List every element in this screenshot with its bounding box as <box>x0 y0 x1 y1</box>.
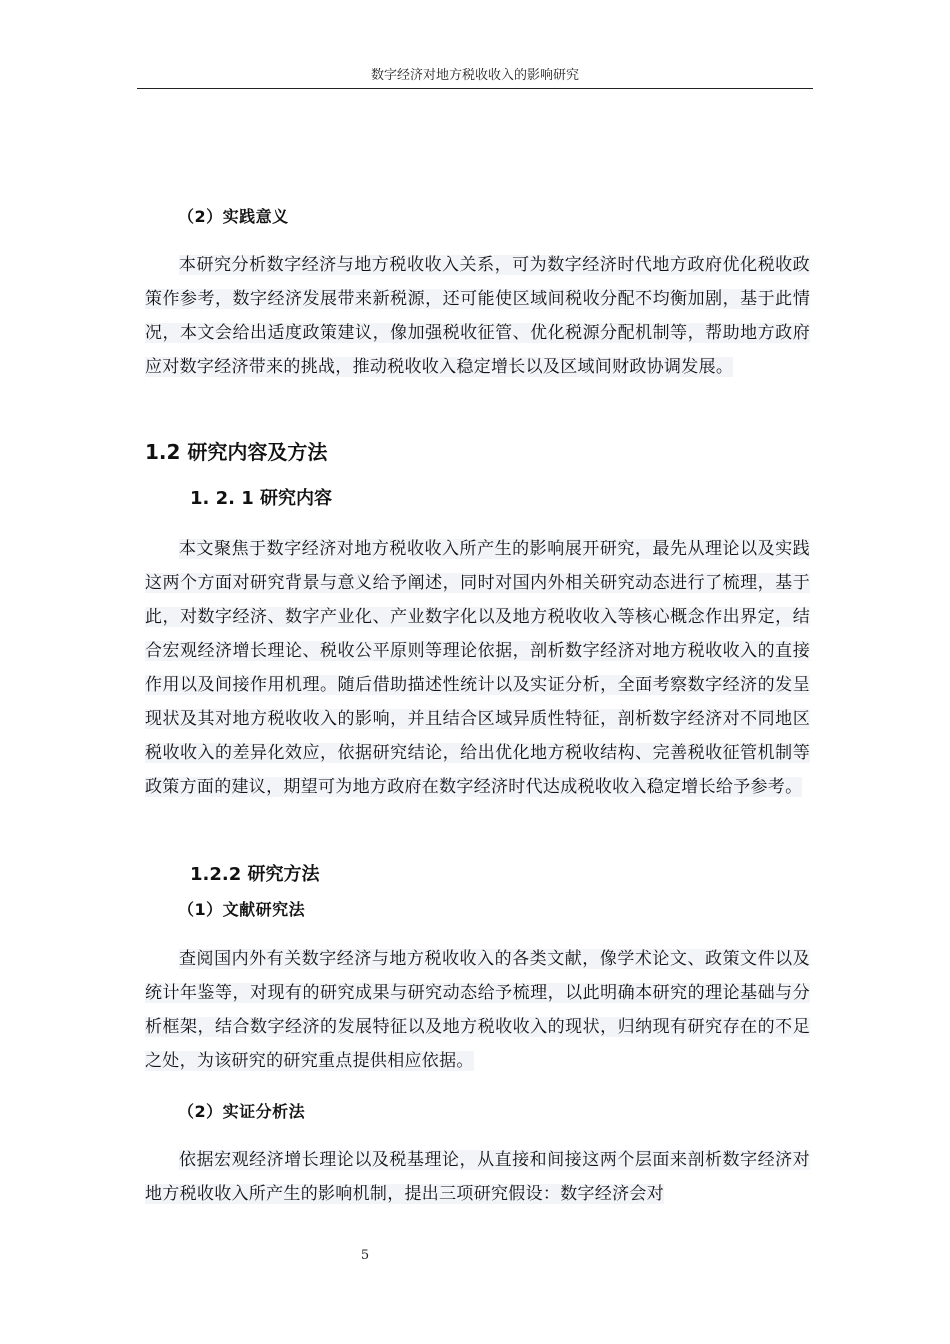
literature-method-paragraph <box>145 942 810 1078</box>
page-header-title: 数字经济对地方税收收入的影响研究 <box>370 68 579 83</box>
empirical-method-paragraph <box>145 1143 810 1211</box>
practical-significance-paragraph <box>145 248 810 384</box>
literature-method-heading: （1）文献研究法 <box>178 900 306 919</box>
subsection-heading-research-content: 1. 2. 1 研究内容 <box>190 488 333 509</box>
section-heading-1-2: 1.2 研究内容及方法 <box>145 440 328 464</box>
empirical-method-text: 依据宏观经济增长理论以及税基理论，从直接和间接这两个层面来剖析数字经济对地方税收收入所产生的影响机制，提出三项研究假设：数字经济会对 <box>145 1150 810 1204</box>
practical-significance-heading: （2）实践意义 <box>178 207 289 226</box>
research-content-paragraph <box>145 532 810 804</box>
page-number: 5 <box>360 1248 370 1263</box>
literature-method-text: 查阅国内外有关数字经济与地方税收收入的各类文献，像学术论文、政策文件以及统计年鉴等，对现有的研究成果与研究动态给予梳理，以此明确本研究的理论基础与分析框架，结合数字经济的发展特征以及地方税收收入的现状，归纳现有研究存在的不足之处，为该研究的研究重点提供相应依据。 <box>145 949 810 1071</box>
empirical-method-heading: （2）实证分析法 <box>178 1102 306 1121</box>
page-header <box>137 66 813 89</box>
research-content-text: 本文聚焦于数字经济对地方税收收入所产生的影响展开研究，最先从理论以及实践这两个方面对研究背景与意义给予阐述，同时对国内外相关研究动态进行了梳理，基于此，对数字经济、数字产业化、产业数字化以及地方税收收入等核心概念作出界定，结合宏观经济增长理论、税收公平原则等理论依据，剖析数字经济对地方税收收入的直接作用以及间接作用机理。随后借助描述性统计以及实证分析，全面考察数字经济的发呈现状及其对地方税收收入的影响，并且结合区域异质性特征，剖析数字经济对不同地区税收收入的差异化效应，依据研究结论，给出优化地方税收结构、完善税收征管机制等政策方面的建议，期望可为地方政府在数字经济时代达成税收收入稳定增长给予参考。 <box>145 539 810 797</box>
practical-significance-text: 本研究分析数字经济与地方税收收入关系，可为数字经济时代地方政府优化税收政策作参考，数字经济发展带来新税源，还可能使区域间税收分配不均衡加剧，基于此情况，本文会给出适度政策建议，像加强税收征管、优化税源分配机制等，帮助地方政府应对数字经济带来的挑战，推动税收收入稳定增长以及区域间财政协调发展。 <box>145 255 810 377</box>
subsection-heading-research-methods: 1.2.2 研究方法 <box>190 864 320 885</box>
